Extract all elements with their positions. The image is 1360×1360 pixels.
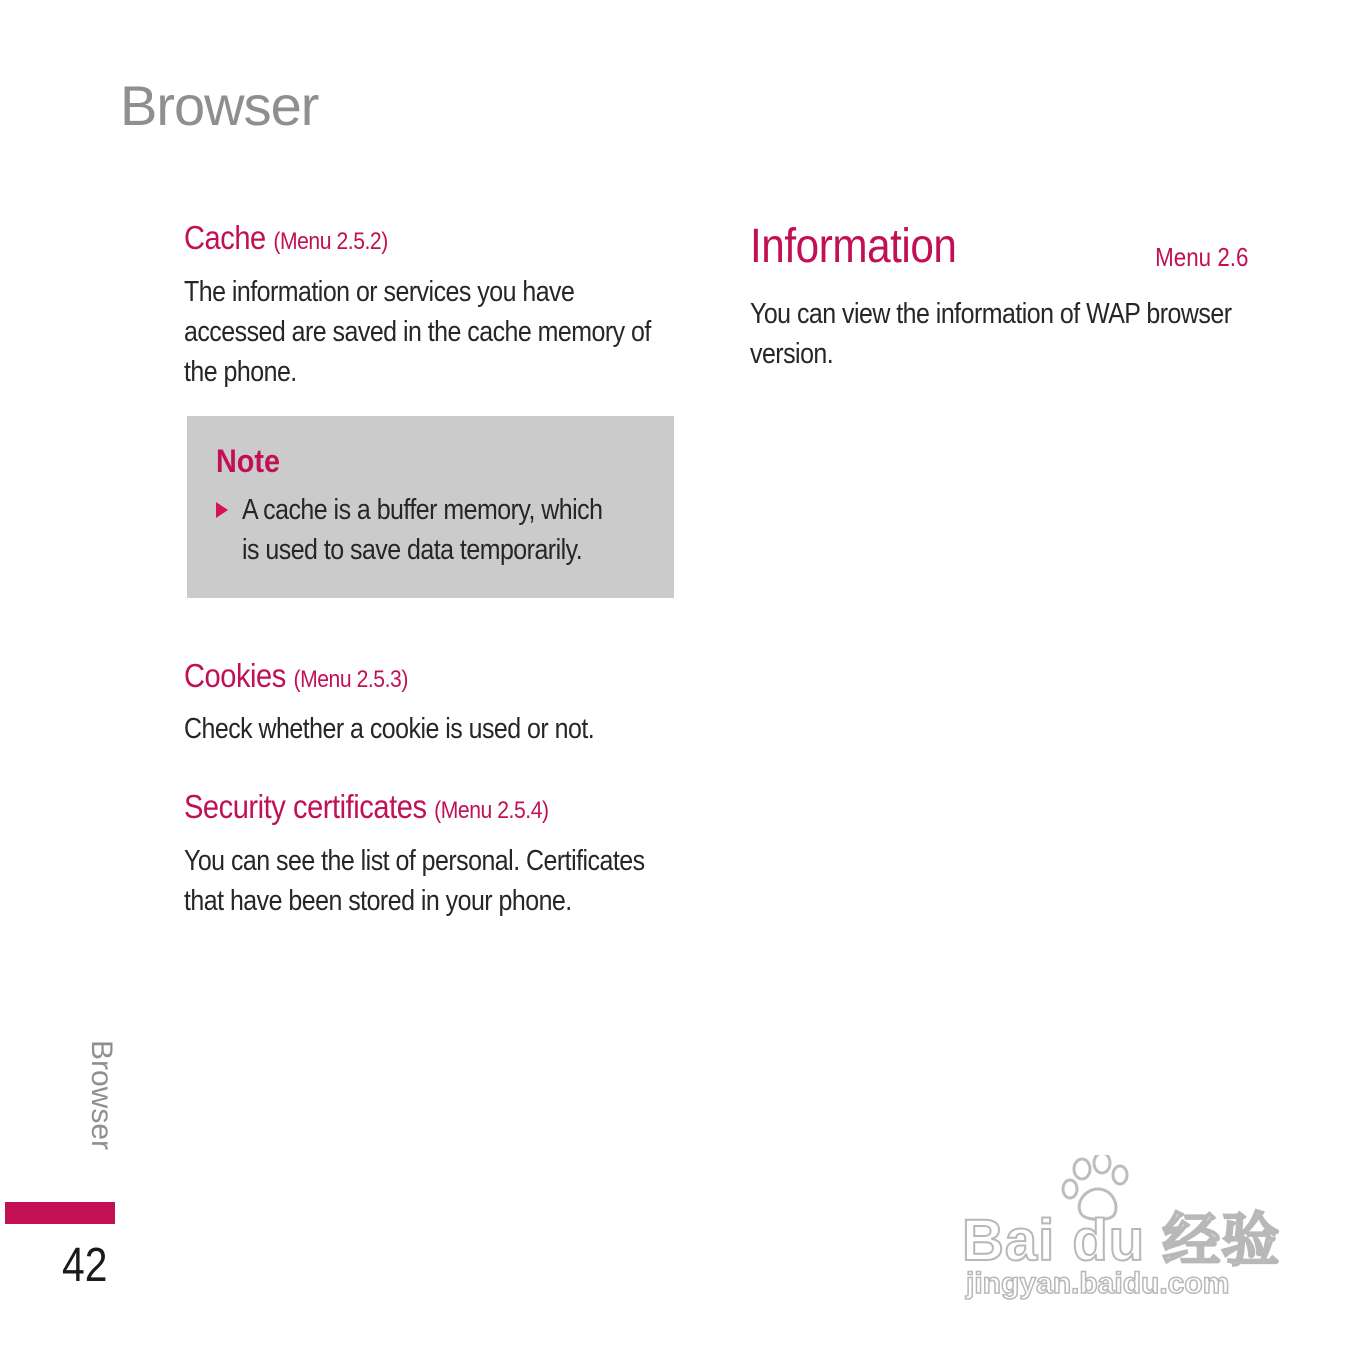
cache-menu-ref: (Menu 2.5.2) [273,228,388,255]
information-heading: Information [750,220,957,273]
side-accent-bar [5,1202,115,1224]
page-title: Browser [120,74,319,137]
triangle-bullet-icon [216,502,228,518]
information-heading-row [750,218,1250,280]
cookies-heading-text: Cookies [184,656,286,694]
side-section-label: Browser [85,1040,118,1151]
security-heading-text: Security certificates [184,788,427,826]
information-section [750,218,1250,374]
information-menu-ref: Menu 2.6 [1154,242,1248,272]
watermark-text: Bai du 经验 [962,1208,1281,1273]
note-text: A cache is a buffer memory, which is used to save data temporarily. [242,493,603,566]
cookies-body: Check whether a cookie is used or not. [184,713,595,746]
right-column [750,218,1250,374]
security-menu-ref: (Menu 2.5.4) [434,797,549,825]
cache-heading [184,218,624,258]
information-body: You can view the information of WAP browser version. [750,298,1232,370]
cache-body: The information or services you have accessed are saved in the cache memory of the phone. [184,275,651,388]
security-body: You can see the list of personal. Certificates that have been stored in your phone. [184,844,645,917]
page-number: 42 [62,1239,108,1292]
security-heading [184,787,624,827]
watermark-url: jingyan.baidu.com [966,1267,1230,1300]
watermark-logo [962,1155,1282,1315]
note-item [216,490,674,570]
cache-heading-text: Cache [184,219,266,256]
cookies-menu-ref: (Menu 2.5.3) [293,665,408,693]
cookies-heading [184,656,624,696]
note-box [187,416,674,598]
note-title: Note [216,442,280,479]
security-section [184,787,684,921]
cookies-section [184,656,684,750]
left-column [184,218,684,921]
cache-section [184,218,684,392]
